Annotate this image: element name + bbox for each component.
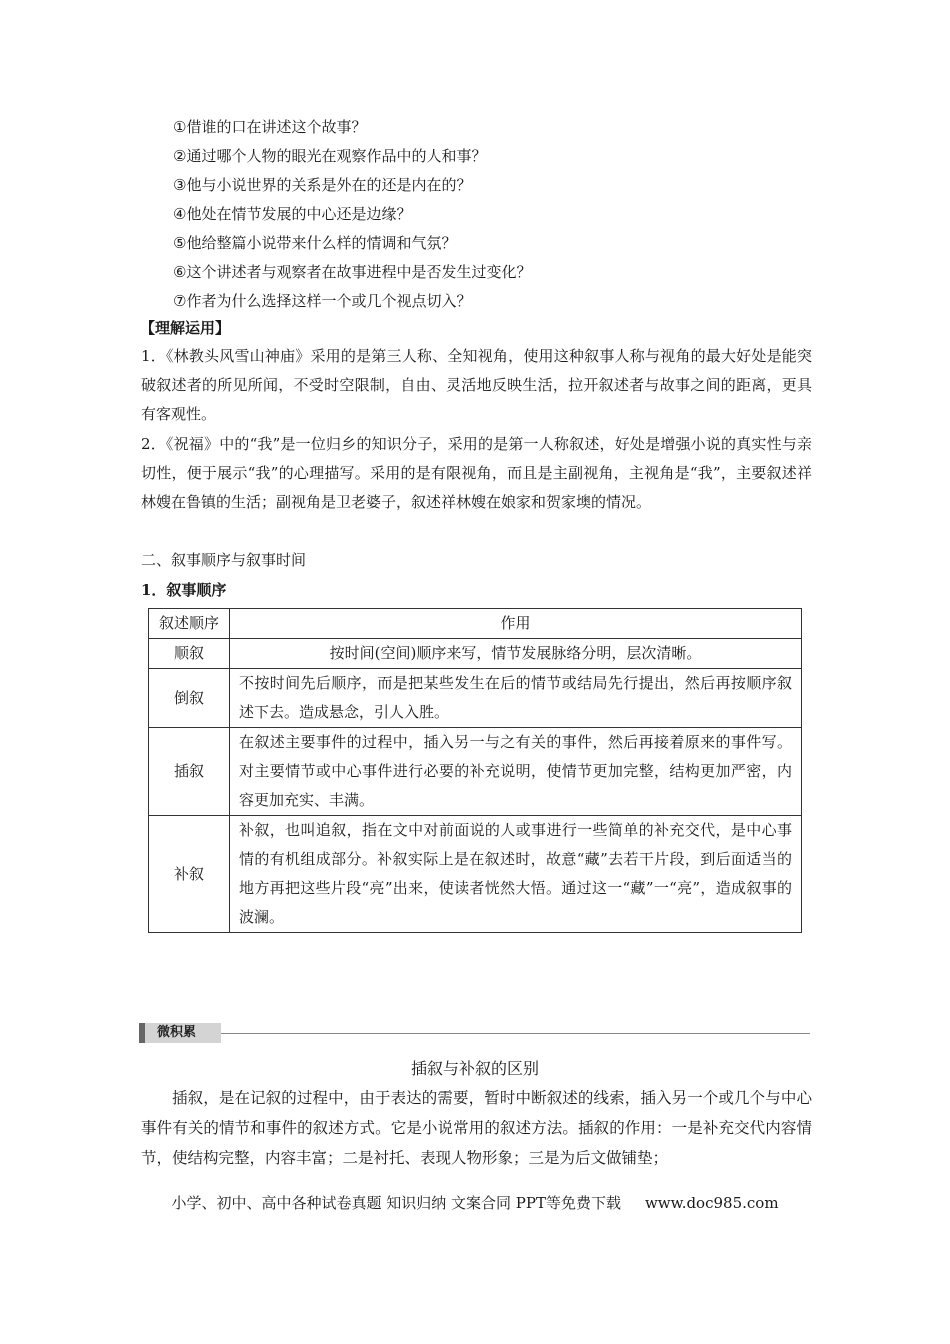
accumulation-title: 插叙与补叙的区别 [410, 1059, 539, 1078]
accumulation-bar [139, 1023, 810, 1043]
table-cell-type: 插叙 [149, 728, 230, 816]
divider-line [221, 1033, 810, 1034]
paragraph-1: 1．《林教头风雪山神庙》采用的是第三人称、全知视角，使用这种叙事人称与视角的最大好处是能突破叙述者的所见所闻，不受时空限制，自由、灵活地反映生活，拉开叙述者与故事之间的距离，更具有客观性。 [141, 347, 812, 423]
table-header-cell: 作用 [230, 609, 802, 639]
narrative-order-table [148, 608, 802, 933]
table-header-cell: 叙述顺序 [149, 609, 230, 639]
table-row [149, 728, 802, 816]
accumulation-body: 插叙，是在记叙的过程中，由于表达的需要，暂时中断叙述的线索，插入另一个或几个与中心事件有关的情节和事件的叙述方式。它是小说常用的叙述方法。插叙的作用：一是补充交代内容情节，使结构完整，内容丰富；二是衬托、表现人物形象；三是为后文做铺垫； [141, 1089, 812, 1167]
question-item: ①借谁的口在讲述这个故事？ [173, 118, 367, 136]
section-heading: 二、叙事顺序与叙事时间 [141, 551, 307, 569]
paragraph-2: 2．《祝福》中的“我”是一位归乡的知识分子，采用的是第一人称叙述，好处是增强小说的真实性与亲切性，便于展示“我”的心理描写。采用的是有限视角，而且是主副视角，主视角是“我”，主要叙述祥林嫂在鲁镇的生活；副视角是卫老婆子，叙述祥林嫂在娘家和贺家墺的情况。 [141, 435, 812, 511]
question-list [173, 113, 531, 316]
table-cell-effect: 在叙述主要事件的过程中，插入另一与之有关的事件，然后再接着原来的事件写。对主要情节或中心事件进行必要的补充说明，使情节更加完整，结构更加严密，内容更加充实、丰满。 [230, 728, 802, 816]
table-cell-type: 倒叙 [149, 669, 230, 728]
footer-url[interactable]: www.doc985.com [644, 1194, 779, 1212]
table-cell-type: 补叙 [149, 816, 230, 933]
section-label: 【理解运用】 [140, 319, 231, 337]
table-cell-effect: 补叙，也叫追叙，指在文中对前面说的人或事进行一些简单的补充交代，是中心事情的有机组成部分。补叙实际上是在叙述时，故意“藏”去若干片段，到后面适当的地方再把这些片段“亮”出来，使读者恍然大悟。通过这一“藏”一“亮”，造成叙事的波澜。 [230, 816, 802, 933]
footer-text: 小学、初中、高中各种试卷真题 知识归纳 文案合同 PPT等免费下载 [171, 1194, 621, 1212]
page-footer [0, 1192, 950, 1214]
subsection-heading: 1．叙事顺序 [141, 581, 227, 599]
table-cell-effect: 按时间(空间)顺序来写，情节发展脉络分明，层次清晰。 [230, 639, 802, 669]
table-row [149, 639, 802, 669]
question-item: ⑥这个讲述者与观察者在故事进程中是否发生过变化？ [173, 263, 532, 281]
table-row [149, 669, 802, 728]
table-cell-type: 顺叙 [149, 639, 230, 669]
table-cell-effect: 不按时间先后顺序，而是把某些发生在后的情节或结局先行提出，然后再按顺序叙述下去。造成悬念，引人入胜。 [230, 669, 802, 728]
question-item: ③他与小说世界的关系是外在的还是内在的？ [173, 176, 472, 194]
question-item: ⑦作者为什么选择这样一个或几个视点切入？ [173, 292, 472, 310]
accumulation-label: 微积累 [157, 1025, 197, 1040]
question-item: ④他处在情节发展的中心还是边缘？ [173, 205, 412, 223]
question-item: ⑤他给整篇小说带来什么样的情调和气氛？ [173, 234, 457, 252]
table-header-row [149, 609, 802, 639]
question-item: ②通过哪个人物的眼光在观察作品中的人和事？ [173, 147, 487, 165]
table-row [149, 816, 802, 933]
